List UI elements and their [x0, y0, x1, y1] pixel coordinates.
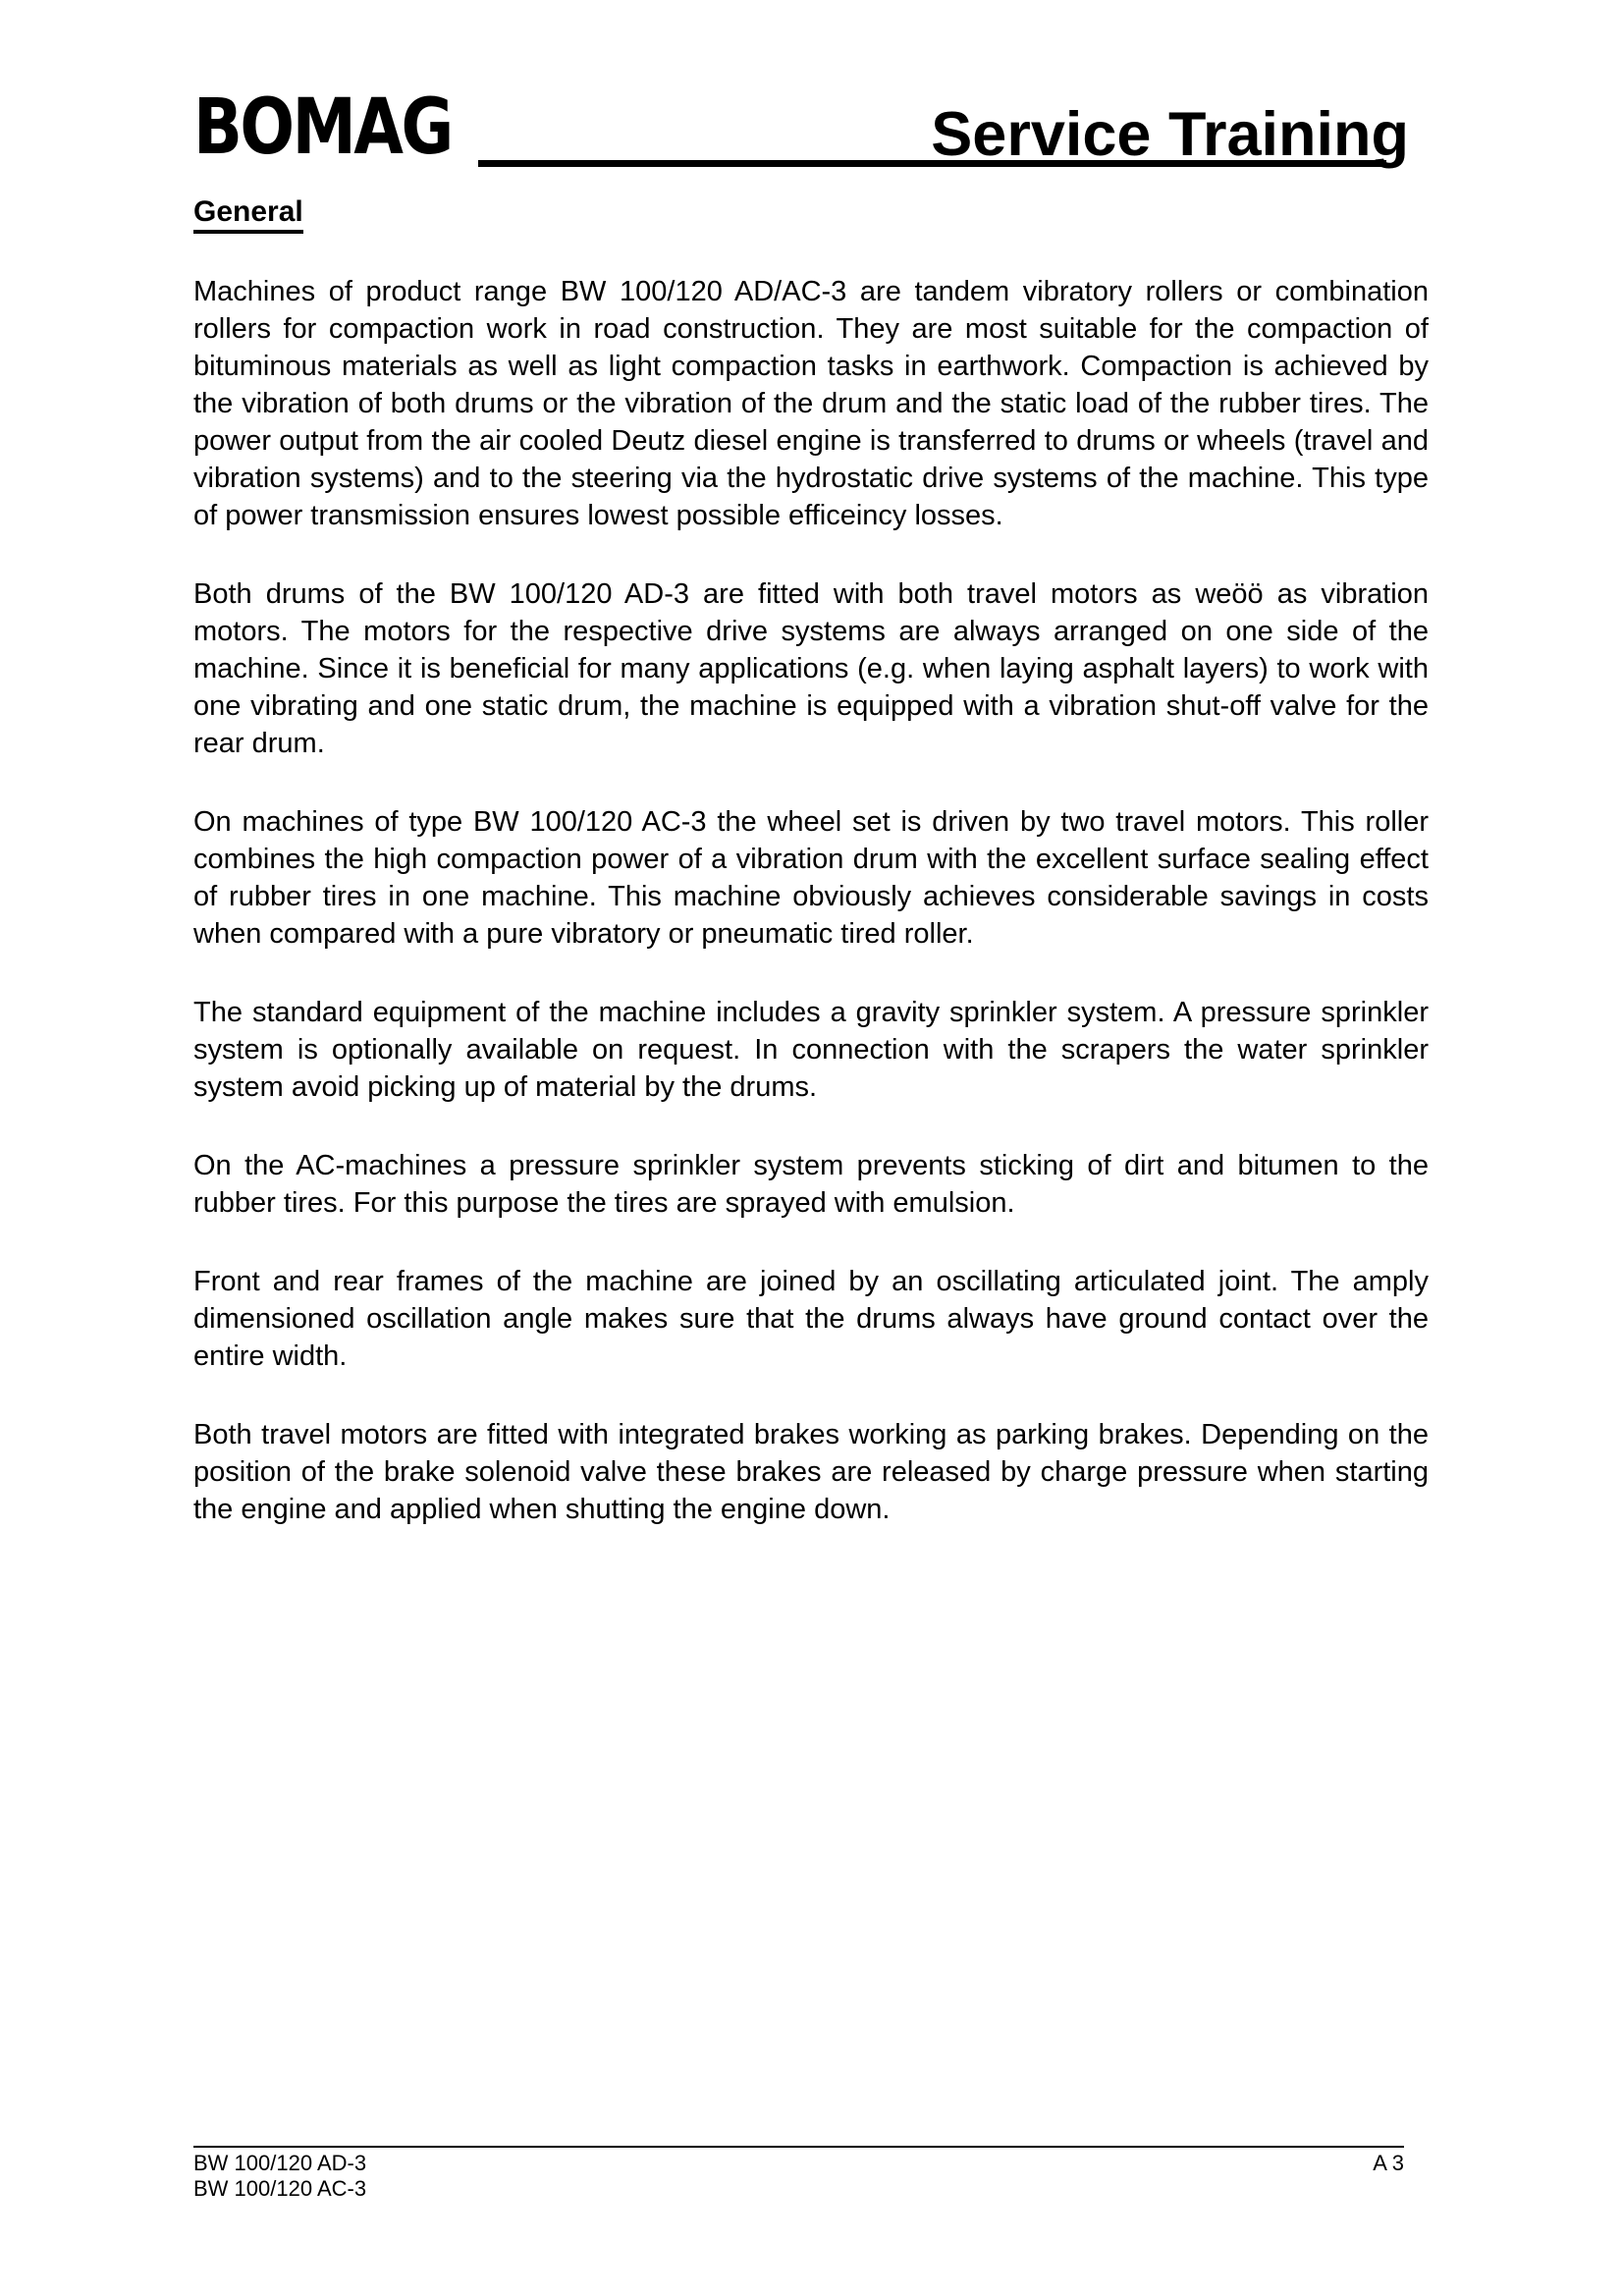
- paragraph-machines-overview: Machines of product range BW 100/120 AD/AC-3 are tandem vibratory rollers or combination rollers for compaction work in road construction. They are most suitable for the compaction of bituminous materials as well as light compaction tasks in earthwork. Compaction is achieved by the vibration of both drums or the vibration of the drum and the static load of the rubber tires. The power output from the air cooled Deutz diesel engine is transferred to drums or wheels (travel and vibration systems) and to the steering via the hydrostatic drive systems of the machine. This type of power transmission ensures lowest possible efficeincy losses.: [193, 276, 1429, 531]
- paragraph-parking-brakes: Both travel motors are fitted with integrated brakes working as parking brakes. Depending on the position of the brake solenoid valve these brakes are released by charge pressure when starting the engine and applied when shutting the engine down.: [193, 1419, 1429, 1525]
- bomag-logo: BOMAG: [193, 83, 452, 172]
- paragraph-ad3-drums: Both drums of the BW 100/120 AD-3 are fitted with both travel motors as weöö as vibration motors. The motors for the respective drive systems are always arranged on one side of the machine. Since it is beneficial for many applications (e.g. when laying asphalt layers) to work with one vibrating and one static drum, the machine is equipped with a vibration shut-off valve for the rear drum.: [193, 578, 1429, 759]
- paragraph-sprinkler-standard: The standard equipment of the machine includes a gravity sprinkler system. A pressure sprinkler system is optionally available on request. In connection with the scrapers the water sprinkler system avoid picking up of material by the drums.: [193, 997, 1429, 1103]
- footer-model-line-2: BW 100/120 AC-3: [193, 2176, 367, 2201]
- footer-page-number: A 3: [1373, 2151, 1404, 2175]
- footer-model-line-1: BW 100/120 AD-3: [193, 2151, 367, 2175]
- paragraph-ac3-wheelset: On machines of type BW 100/120 AC-3 the wheel set is driven by two travel motors. This roller combines the high compaction power of a vibration drum with the excellent surface sealing effect of rubber tires in one machine. This machine obviously achieves considerable savings in costs when compared with a pure vibratory or pneumatic tired roller.: [193, 806, 1429, 950]
- page-title: Service Training: [931, 100, 1409, 169]
- body-content: [193, 273, 1429, 1569]
- paragraph-ac-pressure-sprinkler: On the AC-machines a pressure sprinkler system prevents sticking of dirt and bitumen to the rubber tires. For this purpose the tires are sprayed with emulsion.: [193, 1150, 1429, 1219]
- section-heading: General: [193, 197, 303, 234]
- footer-model-lines: [193, 2151, 366, 2202]
- paragraph-articulated-joint: Front and rear frames of the machine are joined by an oscillating articulated joint. The amply dimensioned oscillation angle makes sure that the drums always have ground contact over the entire width.: [193, 1266, 1429, 1372]
- footer-rule: [193, 2146, 1404, 2148]
